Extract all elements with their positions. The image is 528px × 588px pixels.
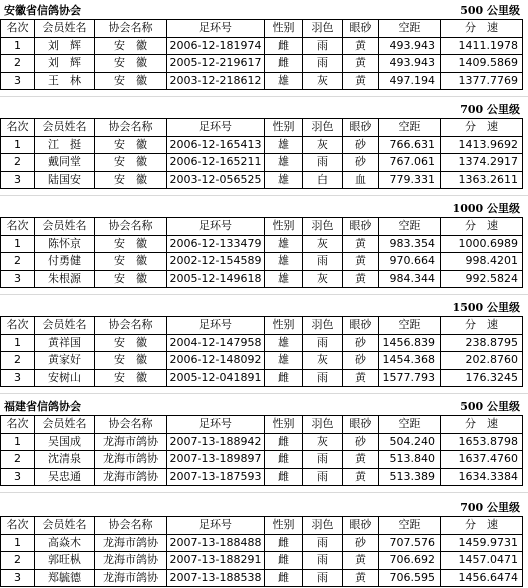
table-cell[interactable]: 998.4201 (441, 253, 523, 271)
column-header[interactable]: 羽色 (303, 20, 343, 38)
table-cell[interactable]: 3 (1, 270, 35, 288)
table-cell[interactable]: 灰 (303, 72, 343, 90)
table-cell[interactable]: 灰 (303, 352, 343, 370)
table-cell[interactable]: 黄 (343, 569, 379, 587)
column-header[interactable]: 名次 (1, 218, 35, 236)
table-cell[interactable]: 1637.4760 (441, 451, 523, 469)
column-header[interactable]: 性别 (265, 517, 303, 535)
column-header[interactable]: 会员姓名 (35, 20, 95, 38)
table-cell[interactable]: 王 林 (35, 72, 95, 90)
table-cell[interactable]: 1653.8798 (441, 433, 523, 451)
distance-class: 1000 公里级 (452, 202, 520, 215)
table-cell[interactable]: 刘 辉 (35, 37, 95, 55)
table-row (1, 451, 523, 469)
section-title-row (0, 497, 528, 516)
table-cell[interactable]: 江 挺 (35, 136, 95, 154)
table-cell[interactable]: 郑毓德 (35, 569, 95, 587)
blank-row (0, 387, 528, 394)
table-cell[interactable]: 1459.9731 (441, 534, 523, 552)
table-cell[interactable]: 1 (1, 534, 35, 552)
table-cell[interactable]: 龙海市鸽协 (95, 552, 167, 570)
table-cell[interactable]: 雨 (303, 154, 343, 172)
table-cell[interactable]: 513.840 (379, 451, 441, 469)
table-cell[interactable]: 雨 (303, 552, 343, 570)
table-row (1, 468, 523, 486)
table-cell[interactable]: 吴忠通 (35, 468, 95, 486)
distance-class: 500 公里级 (460, 400, 520, 413)
table-cell[interactable]: 黄 (343, 253, 379, 271)
table-cell[interactable]: 2007-13-188291 (167, 552, 265, 570)
table-cell[interactable]: 176.3245 (441, 369, 523, 387)
table-cell[interactable]: 1 (1, 334, 35, 352)
table-cell[interactable]: 1409.5869 (441, 55, 523, 73)
table-cell[interactable]: 安 徽 (95, 72, 167, 90)
table-cell[interactable]: 1 (1, 37, 35, 55)
table-cell[interactable]: 砂 (343, 534, 379, 552)
table-cell[interactable]: 黄 (343, 72, 379, 90)
table-cell[interactable]: 雨 (303, 37, 343, 55)
column-header[interactable]: 眼砂 (343, 119, 379, 137)
table-cell[interactable]: 2 (1, 552, 35, 570)
table-cell[interactable]: 黄 (343, 369, 379, 387)
column-header[interactable]: 羽色 (303, 517, 343, 535)
table-cell[interactable]: 安 徽 (95, 235, 167, 253)
table-cell[interactable]: 安树山 (35, 369, 95, 387)
table-cell[interactable]: 灰 (303, 136, 343, 154)
column-header[interactable]: 分 速 (441, 218, 523, 236)
result-section (0, 497, 528, 588)
table-cell[interactable]: 黄祥国 (35, 334, 95, 352)
table-cell[interactable]: 2006-12-148092 (167, 352, 265, 370)
table-cell[interactable]: 1374.2917 (441, 154, 523, 172)
column-header[interactable]: 会员姓名 (35, 317, 95, 335)
table-cell[interactable]: 陈怀京 (35, 235, 95, 253)
column-header[interactable]: 名次 (1, 517, 35, 535)
table-cell[interactable]: 2007-13-187593 (167, 468, 265, 486)
table-row (1, 352, 523, 370)
table-cell[interactable]: 2006-12-181974 (167, 37, 265, 55)
table-cell[interactable]: 砂 (343, 334, 379, 352)
table-cell[interactable]: 1457.0471 (441, 552, 523, 570)
table-cell[interactable]: 2007-13-189897 (167, 451, 265, 469)
table-row (1, 253, 523, 271)
table-cell[interactable]: 2005-12-219617 (167, 55, 265, 73)
column-header[interactable]: 会员姓名 (35, 119, 95, 137)
table-cell[interactable]: 戴同堂 (35, 154, 95, 172)
column-header[interactable]: 协会名称 (95, 317, 167, 335)
table-cell[interactable]: 血 (343, 171, 379, 189)
column-header[interactable]: 分 速 (441, 416, 523, 434)
table-row (1, 569, 523, 587)
table-cell[interactable]: 雌 (265, 451, 303, 469)
results-table (0, 316, 523, 387)
distance-class: 700 公里级 (460, 103, 520, 116)
table-cell[interactable]: 493.943 (379, 37, 441, 55)
results-table (0, 118, 523, 189)
table-cell[interactable]: 2 (1, 154, 35, 172)
table-cell[interactable]: 灰 (303, 433, 343, 451)
column-header[interactable]: 协会名称 (95, 218, 167, 236)
column-header[interactable]: 空距 (379, 218, 441, 236)
table-cell[interactable]: 龙海市鸽协 (95, 569, 167, 587)
result-section (0, 396, 528, 493)
table-cell[interactable]: 雨 (303, 451, 343, 469)
table-row (1, 433, 523, 451)
table-cell[interactable]: 朱根源 (35, 270, 95, 288)
table-cell[interactable]: 黄家好 (35, 352, 95, 370)
result-section (0, 297, 528, 394)
table-cell[interactable]: 2003-12-056525 (167, 171, 265, 189)
table-cell[interactable]: 郭旺枞 (35, 552, 95, 570)
distance-class: 700 公里级 (460, 501, 520, 514)
column-header[interactable]: 羽色 (303, 119, 343, 137)
table-cell[interactable]: 2 (1, 352, 35, 370)
column-header[interactable]: 眼砂 (343, 517, 379, 535)
table-cell[interactable]: 493.943 (379, 55, 441, 73)
table-cell[interactable]: 2006-12-165413 (167, 136, 265, 154)
column-header[interactable]: 空距 (379, 517, 441, 535)
table-cell[interactable]: 安 徽 (95, 154, 167, 172)
table-cell[interactable]: 安 徽 (95, 369, 167, 387)
table-cell[interactable]: 雌 (265, 569, 303, 587)
header-row (1, 218, 523, 236)
table-cell[interactable]: 1 (1, 136, 35, 154)
table-cell[interactable]: 767.061 (379, 154, 441, 172)
table-cell[interactable]: 黄 (343, 552, 379, 570)
table-cell[interactable]: 雨 (303, 55, 343, 73)
table-cell[interactable]: 雌 (265, 433, 303, 451)
header-row (1, 20, 523, 38)
section-title-row (0, 297, 528, 316)
results-table (0, 19, 523, 90)
column-header[interactable]: 名次 (1, 119, 35, 137)
blank-row (0, 486, 528, 493)
table-cell[interactable]: 安 徽 (95, 55, 167, 73)
table-cell[interactable]: 2 (1, 451, 35, 469)
table-cell[interactable]: 雨 (303, 468, 343, 486)
column-header[interactable]: 协会名称 (95, 416, 167, 434)
results-table (0, 516, 523, 587)
table-cell[interactable]: 1377.7769 (441, 72, 523, 90)
table-cell[interactable]: 雄 (265, 352, 303, 370)
column-header[interactable]: 分 速 (441, 517, 523, 535)
table-row (1, 171, 523, 189)
table-cell[interactable]: 2004-12-147958 (167, 334, 265, 352)
table-cell[interactable]: 3 (1, 468, 35, 486)
column-header[interactable]: 羽色 (303, 218, 343, 236)
column-header[interactable]: 空距 (379, 119, 441, 137)
column-header[interactable]: 名次 (1, 317, 35, 335)
table-cell[interactable]: 雨 (303, 534, 343, 552)
table-row (1, 72, 523, 90)
table-cell[interactable]: 707.576 (379, 534, 441, 552)
table-cell[interactable]: 沈清泉 (35, 451, 95, 469)
table-cell[interactable]: 1 (1, 433, 35, 451)
table-cell[interactable]: 2005-12-041891 (167, 369, 265, 387)
table-cell[interactable]: 安 徽 (95, 37, 167, 55)
table-cell[interactable]: 雄 (265, 136, 303, 154)
table-cell[interactable]: 黄 (343, 270, 379, 288)
association-name: 安徽省信鸽协会 (4, 4, 81, 17)
header-row (1, 119, 523, 137)
table-cell[interactable]: 1456.839 (379, 334, 441, 352)
header-row (1, 416, 523, 434)
column-header[interactable]: 眼砂 (343, 218, 379, 236)
blank-row (0, 90, 528, 97)
table-cell[interactable]: 2002-12-154589 (167, 253, 265, 271)
column-header[interactable]: 协会名称 (95, 517, 167, 535)
result-section (0, 0, 528, 97)
table-cell[interactable]: 黄 (343, 235, 379, 253)
table-cell[interactable]: 766.631 (379, 136, 441, 154)
column-header[interactable]: 羽色 (303, 317, 343, 335)
section-title-row (0, 0, 528, 19)
column-header[interactable]: 眼砂 (343, 416, 379, 434)
table-cell[interactable]: 雨 (303, 334, 343, 352)
table-cell[interactable]: 雄 (265, 171, 303, 189)
column-header[interactable]: 名次 (1, 416, 35, 434)
header-row (1, 517, 523, 535)
table-cell[interactable]: 龙海市鸽协 (95, 451, 167, 469)
table-cell[interactable]: 2003-12-218612 (167, 72, 265, 90)
table-cell[interactable]: 1456.6474 (441, 569, 523, 587)
table-cell[interactable]: 白 (303, 171, 343, 189)
association-name: 福建省信鸽协会 (4, 400, 81, 413)
table-cell[interactable]: 雄 (265, 235, 303, 253)
table-cell[interactable]: 雌 (265, 552, 303, 570)
table-cell[interactable]: 1363.2611 (441, 171, 523, 189)
distance-class: 1500 公里级 (452, 301, 520, 314)
column-header[interactable]: 足环号 (167, 119, 265, 137)
table-cell[interactable]: 3 (1, 72, 35, 90)
results-table (0, 415, 523, 486)
table-row (1, 154, 523, 172)
column-header[interactable]: 会员姓名 (35, 416, 95, 434)
table-cell[interactable]: 黄 (343, 55, 379, 73)
table-cell[interactable]: 983.354 (379, 235, 441, 253)
column-header[interactable]: 名次 (1, 20, 35, 38)
blank-row (0, 288, 528, 295)
table-cell[interactable]: 雌 (265, 37, 303, 55)
column-header[interactable]: 性别 (265, 20, 303, 38)
header-row (1, 317, 523, 335)
table-cell[interactable]: 779.331 (379, 171, 441, 189)
blank-row (0, 189, 528, 196)
column-header[interactable]: 分 速 (441, 119, 523, 137)
table-cell[interactable]: 灰 (303, 235, 343, 253)
table-cell[interactable]: 安 徽 (95, 253, 167, 271)
column-header[interactable]: 足环号 (167, 517, 265, 535)
table-cell[interactable]: 付勇健 (35, 253, 95, 271)
table-cell[interactable]: 陆国安 (35, 171, 95, 189)
result-section (0, 99, 528, 196)
column-header[interactable]: 分 速 (441, 317, 523, 335)
table-cell[interactable]: 安 徽 (95, 171, 167, 189)
column-header[interactable]: 足环号 (167, 20, 265, 38)
table-cell[interactable]: 黄 (343, 451, 379, 469)
table-cell[interactable]: 2005-12-149618 (167, 270, 265, 288)
column-header[interactable]: 性别 (265, 218, 303, 236)
table-cell[interactable]: 2007-13-188942 (167, 433, 265, 451)
table-row (1, 37, 523, 55)
table-cell[interactable]: 吴国成 (35, 433, 95, 451)
column-header[interactable]: 足环号 (167, 416, 265, 434)
table-cell[interactable]: 1411.1978 (441, 37, 523, 55)
table-cell[interactable]: 砂 (343, 352, 379, 370)
table-cell[interactable]: 安 徽 (95, 334, 167, 352)
column-header[interactable]: 协会名称 (95, 20, 167, 38)
table-cell[interactable]: 龙海市鸽协 (95, 433, 167, 451)
table-cell[interactable]: 砂 (343, 433, 379, 451)
table-cell[interactable]: 高焱木 (35, 534, 95, 552)
table-cell[interactable]: 513.389 (379, 468, 441, 486)
table-cell[interactable]: 雄 (265, 253, 303, 271)
column-header[interactable]: 分 速 (441, 20, 523, 38)
column-header[interactable]: 空距 (379, 317, 441, 335)
section-title-row (0, 396, 528, 415)
table-row (1, 55, 523, 73)
table-cell[interactable]: 504.240 (379, 433, 441, 451)
table-cell[interactable]: 安 徽 (95, 270, 167, 288)
table-cell[interactable]: 2 (1, 253, 35, 271)
table-cell[interactable]: 雨 (303, 569, 343, 587)
distance-class: 500 公里级 (460, 4, 520, 17)
column-header[interactable]: 协会名称 (95, 119, 167, 137)
result-section (0, 198, 528, 295)
column-header[interactable]: 眼砂 (343, 317, 379, 335)
table-cell[interactable]: 雨 (303, 253, 343, 271)
table-cell[interactable]: 202.8760 (441, 352, 523, 370)
column-header[interactable]: 眼砂 (343, 20, 379, 38)
table-cell[interactable]: 雄 (265, 270, 303, 288)
section-title-row (0, 99, 528, 118)
table-row (1, 136, 523, 154)
table-cell[interactable]: 龙海市鸽协 (95, 534, 167, 552)
table-cell[interactable]: 黄 (343, 468, 379, 486)
table-cell[interactable]: 984.344 (379, 270, 441, 288)
column-header[interactable]: 空距 (379, 20, 441, 38)
table-cell[interactable]: 黄 (343, 37, 379, 55)
table-cell[interactable]: 706.595 (379, 569, 441, 587)
table-row (1, 270, 523, 288)
table-cell[interactable]: 2007-13-188538 (167, 569, 265, 587)
table-cell[interactable]: 雨 (303, 369, 343, 387)
section-title-row (0, 198, 528, 217)
table-cell[interactable]: 1577.793 (379, 369, 441, 387)
table-cell[interactable]: 安 徽 (95, 352, 167, 370)
table-cell[interactable]: 3 (1, 569, 35, 587)
table-cell[interactable]: 雄 (265, 72, 303, 90)
table-cell[interactable]: 1454.368 (379, 352, 441, 370)
table-cell[interactable]: 刘 辉 (35, 55, 95, 73)
table-cell[interactable]: 雄 (265, 154, 303, 172)
table-cell[interactable]: 雌 (265, 534, 303, 552)
table-cell[interactable]: 雌 (265, 55, 303, 73)
column-header[interactable]: 性别 (265, 317, 303, 335)
column-header[interactable]: 性别 (265, 416, 303, 434)
table-row (1, 369, 523, 387)
table-cell[interactable]: 3 (1, 171, 35, 189)
table-cell[interactable]: 雌 (265, 369, 303, 387)
table-cell[interactable]: 2006-12-165211 (167, 154, 265, 172)
table-cell[interactable]: 灰 (303, 270, 343, 288)
table-cell[interactable]: 雄 (265, 334, 303, 352)
results-table (0, 217, 523, 288)
table-cell[interactable]: 497.194 (379, 72, 441, 90)
table-cell[interactable]: 238.8795 (441, 334, 523, 352)
table-cell[interactable]: 706.692 (379, 552, 441, 570)
column-header[interactable]: 足环号 (167, 218, 265, 236)
column-header[interactable]: 空距 (379, 416, 441, 434)
table-cell[interactable]: 2006-12-133479 (167, 235, 265, 253)
table-cell[interactable]: 1000.6989 (441, 235, 523, 253)
table-cell[interactable]: 992.5824 (441, 270, 523, 288)
table-cell[interactable]: 龙海市鸽协 (95, 468, 167, 486)
table-cell[interactable]: 砂 (343, 136, 379, 154)
column-header[interactable]: 性别 (265, 119, 303, 137)
column-header[interactable]: 会员姓名 (35, 517, 95, 535)
table-cell[interactable]: 970.664 (379, 253, 441, 271)
table-row (1, 552, 523, 570)
table-cell[interactable]: 3 (1, 369, 35, 387)
table-cell[interactable]: 2 (1, 55, 35, 73)
table-cell[interactable]: 安 徽 (95, 136, 167, 154)
table-row (1, 334, 523, 352)
column-header[interactable]: 会员姓名 (35, 218, 95, 236)
table-cell[interactable]: 1 (1, 235, 35, 253)
table-row (1, 235, 523, 253)
table-cell[interactable]: 1413.9692 (441, 136, 523, 154)
table-cell[interactable]: 雌 (265, 468, 303, 486)
table-row (1, 534, 523, 552)
table-cell[interactable]: 1634.3384 (441, 468, 523, 486)
table-cell[interactable]: 2007-13-188488 (167, 534, 265, 552)
column-header[interactable]: 足环号 (167, 317, 265, 335)
table-cell[interactable]: 砂 (343, 154, 379, 172)
column-header[interactable]: 羽色 (303, 416, 343, 434)
